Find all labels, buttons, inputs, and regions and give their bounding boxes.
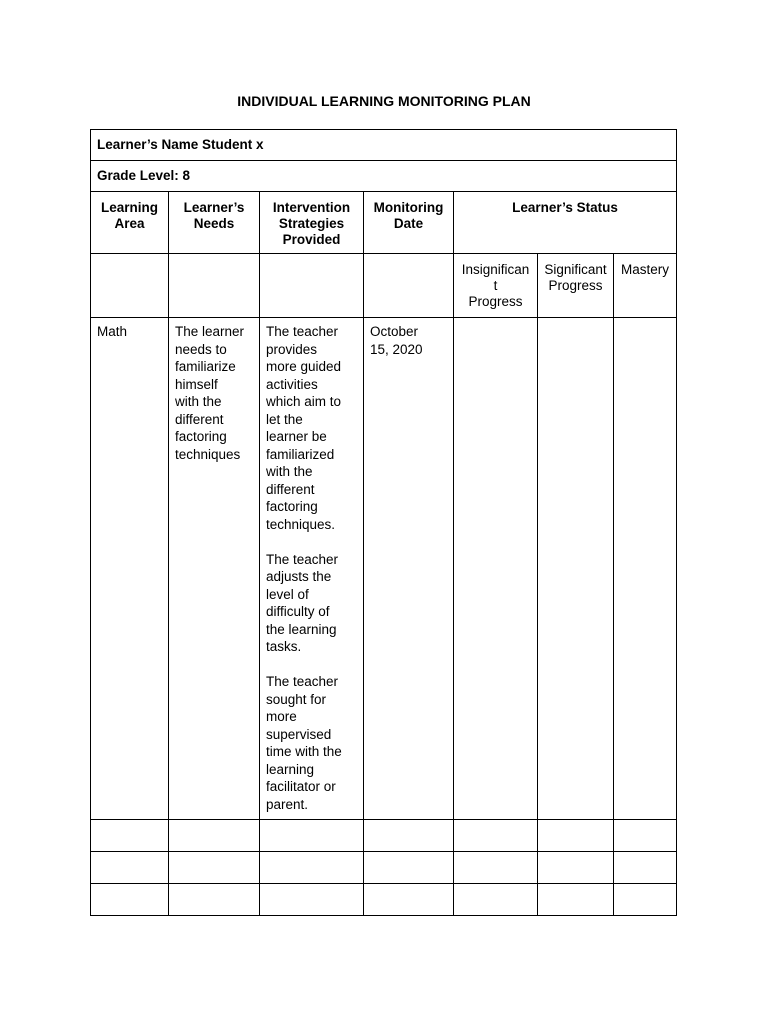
empty-cell — [538, 884, 614, 916]
intervention-strategies-header: Intervention Strategies Provided — [260, 192, 364, 254]
empty-cell — [169, 884, 260, 916]
empty-cell — [538, 820, 614, 852]
page-title: INDIVIDUAL LEARNING MONITORING PLAN — [237, 93, 531, 109]
blank-header-cell — [169, 254, 260, 318]
table-row — [91, 884, 677, 916]
strategy-paragraph: The teacher adjusts the level of difficulty of the learning tasks. — [266, 551, 339, 654]
empty-cell — [91, 884, 169, 916]
monitoring-date-header: Monitoring Date — [364, 192, 454, 254]
insignificant-progress-value — [454, 318, 538, 820]
table-row — [91, 820, 677, 852]
empty-cell — [169, 852, 260, 884]
empty-cell — [364, 820, 454, 852]
empty-cell — [614, 852, 677, 884]
intervention-strategies-value — [260, 318, 364, 820]
empty-cell — [614, 820, 677, 852]
empty-cell — [454, 884, 538, 916]
learner-needs-header: Learner’s Needs — [169, 192, 260, 254]
mastery-header: Mastery — [614, 254, 677, 318]
empty-cell — [260, 884, 364, 916]
empty-cell — [91, 820, 169, 852]
monitoring-plan-table — [90, 129, 677, 916]
insignificant-progress-header: Insignifican t Progress — [454, 254, 538, 318]
empty-cell — [260, 852, 364, 884]
empty-cell — [454, 852, 538, 884]
strategy-paragraph: The teacher provides more guided activities which aim to let the learner be familiarized with the different factoring techniques. — [266, 324, 342, 532]
blank-header-cell — [260, 254, 364, 318]
monitoring-date-value: October 15, 2020 — [364, 318, 454, 820]
learner-name-cell: Learner’s Name Student x — [91, 130, 677, 161]
table-row — [91, 318, 677, 820]
learner-needs-value: The learner needs to familiarize himself with the different factoring techniques — [169, 318, 260, 820]
blank-header-cell — [91, 254, 169, 318]
blank-header-cell — [364, 254, 454, 318]
significant-progress-value — [538, 318, 614, 820]
empty-cell — [260, 820, 364, 852]
empty-cell — [91, 852, 169, 884]
learner-status-header: Learner’s Status — [454, 192, 677, 254]
strategy-paragraph: The teacher sought for more supervised time with the learning facilitator or parent. — [266, 674, 342, 812]
empty-cell — [169, 820, 260, 852]
table-row — [91, 852, 677, 884]
empty-cell — [614, 884, 677, 916]
grade-level-cell: Grade Level: 8 — [91, 161, 677, 192]
significant-progress-header: Significant Progress — [538, 254, 614, 318]
learning-area-value: Math — [91, 318, 169, 820]
empty-cell — [364, 852, 454, 884]
mastery-value — [614, 318, 677, 820]
empty-cell — [454, 820, 538, 852]
empty-cell — [538, 852, 614, 884]
empty-cell — [364, 884, 454, 916]
learning-area-header: Learning Area — [91, 192, 169, 254]
